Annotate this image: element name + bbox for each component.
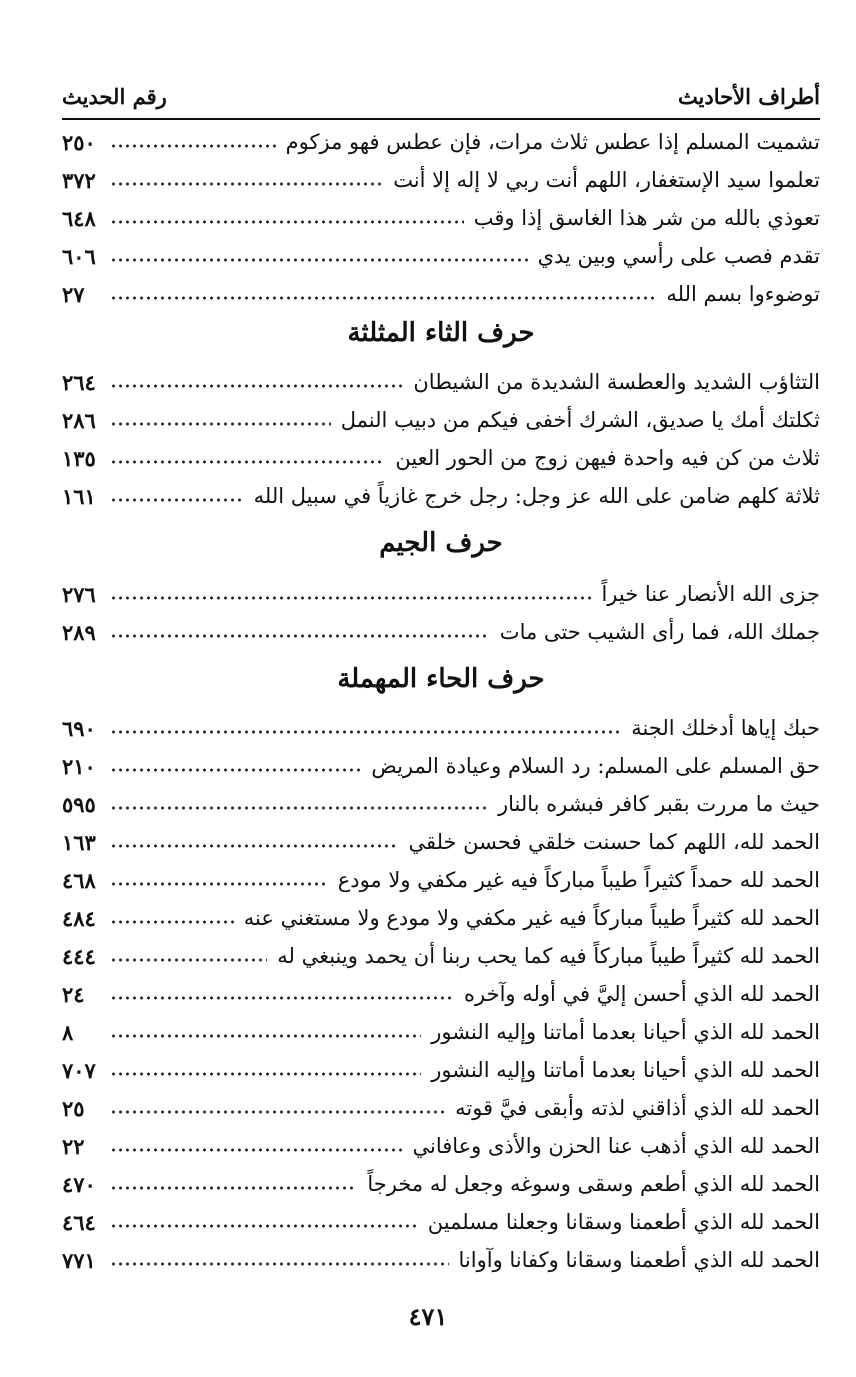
hadith-text: تعوذي بالله من شر هذا الغاسق إذا وقب <box>473 206 820 230</box>
dot-leader <box>110 880 328 888</box>
dot-leader <box>110 994 454 1002</box>
hadith-number: ٢٢ <box>62 1133 85 1159</box>
hadith-text: توضوءوا بسم الله <box>666 282 820 306</box>
hadith-text: الحمد لله الذي أذاقني لذته وأبقى فيَّ قوته <box>455 1096 820 1120</box>
dot-leader <box>110 1184 357 1192</box>
index-entry <box>62 976 820 1012</box>
hadith-number: ٣٧٢ <box>62 167 96 193</box>
header-divider <box>62 118 820 120</box>
hadith-number: ١٣٥ <box>62 445 96 471</box>
dot-leader <box>110 218 464 226</box>
hadith-number: ٤٦٤ <box>62 1209 96 1235</box>
section-heading: حرف الحاء المهملة <box>337 664 545 694</box>
hadith-text: حبك إياها أدخلك الجنة <box>631 716 820 740</box>
index-entry <box>62 748 820 784</box>
hadith-number-label: رقم الحديث <box>62 84 167 109</box>
hadith-number: ٢٨٩ <box>62 619 96 645</box>
index-entry <box>62 162 820 198</box>
index-entry <box>62 900 820 936</box>
dot-leader <box>110 1222 418 1230</box>
index-entry <box>62 824 820 860</box>
page-number: ٤٧١ <box>408 1302 448 1331</box>
hadith-number: ٥٩٥ <box>62 791 96 817</box>
hadith-text: ثلاث من كن فيه واحدة فيهن زوج من الحور العين <box>395 446 820 470</box>
index-entry <box>62 478 820 514</box>
hadith-number: ٢٥٠ <box>62 129 96 155</box>
dot-leader <box>110 496 244 504</box>
index-entry <box>62 1204 820 1240</box>
hadith-number: ٦٤٨ <box>62 205 96 231</box>
hadith-text: تشميت المسلم إذا عطس ثلاث مرات، فإن عطس فهو مزكوم <box>285 130 820 154</box>
dot-leader <box>110 728 621 736</box>
running-title: أطراف الأحاديث <box>677 84 820 109</box>
index-entry <box>62 1242 820 1278</box>
hadith-number: ٧٠٧ <box>62 1057 96 1083</box>
hadith-text: تقدم فصب على رأسي وبين يدي <box>537 244 820 268</box>
hadith-number: ٦٩٠ <box>62 715 96 741</box>
dot-leader <box>110 766 361 774</box>
index-entry <box>62 364 820 400</box>
dot-leader <box>110 842 398 850</box>
index-entry <box>62 1090 820 1126</box>
index-entry <box>62 614 820 650</box>
index-entry <box>62 200 820 236</box>
hadith-text: الحمد لله الذي أطعم وسقى وسوغه وجعل له مخرجاً <box>367 1172 820 1196</box>
hadith-number: ٢٤ <box>62 981 85 1007</box>
index-entry <box>62 1014 820 1050</box>
dot-leader <box>110 256 528 264</box>
dot-leader <box>110 918 234 926</box>
index-entry <box>62 938 820 974</box>
hadith-text: تعلموا سيد الإستغفار، اللهم أنت ربي لا إله إلا أنت <box>393 168 820 192</box>
hadith-text: الحمد لله كثيراً طيباً مباركاً فيه غير مكفي ولا مودع ولا مستغني عنه <box>243 906 820 930</box>
hadith-text: الحمد لله حمداً كثيراً طيباً مباركاً فيه غير مكفي ولا مودع <box>337 868 820 892</box>
hadith-text: الحمد لله الذي أطعمنا وسقانا وكفانا وآوانا <box>458 1248 820 1272</box>
hadith-number: ١٦٣ <box>62 829 96 855</box>
hadith-text: ثكلتك أمك يا صديق، الشرك أخفى فيكم من دبيب النمل <box>340 408 820 432</box>
dot-leader <box>110 804 488 812</box>
dot-leader <box>110 382 403 390</box>
hadith-text: جملك الله، فما رأى الشيب حتى مات <box>499 620 820 644</box>
hadith-number: ١٦١ <box>62 483 96 509</box>
hadith-text: الحمد لله الذي أحيانا بعدما أماتنا وإليه النشور <box>431 1058 820 1082</box>
hadith-text: الحمد لله الذي أطعمنا وسقانا وجعلنا مسلمين <box>427 1210 820 1234</box>
dot-leader <box>110 142 276 150</box>
dot-leader <box>110 294 656 302</box>
hadith-text: الحمد لله كثيراً طيباً مباركاً فيه كما يحب ربنا أن يحمد وينبغي له <box>277 944 820 968</box>
hadith-number: ٢٧ <box>62 281 85 307</box>
hadith-text: الحمد لله الذي أحيانا بعدما أماتنا وإليه النشور <box>431 1020 820 1044</box>
hadith-number: ٧٧١ <box>62 1247 96 1273</box>
dot-leader <box>110 458 385 466</box>
hadith-number: ٤٤٤ <box>62 943 96 969</box>
hadith-text: حيث ما مررت بقبر كافر فبشره بالنار <box>497 792 820 816</box>
hadith-number: ٢٦٤ <box>62 369 96 395</box>
index-entry <box>62 786 820 822</box>
dot-leader <box>110 956 267 964</box>
index-entry <box>62 576 820 612</box>
dot-leader <box>110 180 383 188</box>
index-entry <box>62 862 820 898</box>
index-entry <box>62 402 820 438</box>
dot-leader <box>110 594 591 602</box>
dot-leader <box>110 420 331 428</box>
index-entry <box>62 1052 820 1088</box>
hadith-text: حق المسلم على المسلم: رد السلام وعيادة المريض <box>371 754 820 778</box>
index-entry <box>62 1166 820 1202</box>
hadith-number: ٢٥ <box>62 1095 85 1121</box>
dot-leader <box>110 1260 449 1268</box>
dot-leader <box>110 1032 421 1040</box>
section-heading: حرف الجيم <box>379 528 503 558</box>
hadith-number: ٢١٠ <box>62 753 96 779</box>
dot-leader <box>110 632 490 640</box>
dot-leader <box>110 1146 402 1154</box>
hadith-number: ٨ <box>62 1019 74 1045</box>
index-entry <box>62 710 820 746</box>
index-entry <box>62 440 820 476</box>
hadith-number: ٢٧٦ <box>62 581 96 607</box>
index-entry <box>62 238 820 274</box>
page-header <box>62 78 820 118</box>
hadith-number: ٤٨٤ <box>62 905 96 931</box>
index-entry <box>62 1128 820 1164</box>
index-entry <box>62 276 820 312</box>
section-heading: حرف الثاء المثلثة <box>347 318 535 348</box>
hadith-text: الحمد لله الذي أحسن إليَّ في أوله وآخره <box>464 982 820 1006</box>
dot-leader <box>110 1108 445 1116</box>
hadith-text: ثلاثة كلهم ضامن على الله عز وجل: رجل خرج غازياً في سبيل الله <box>253 484 820 508</box>
hadith-number: ٤٧٠ <box>62 1171 96 1197</box>
hadith-number: ٦٠٦ <box>62 243 96 269</box>
hadith-text: التثاؤب الشديد والعطسة الشديدة من الشيطان <box>413 370 820 394</box>
hadith-number: ٤٦٨ <box>62 867 96 893</box>
index-entry <box>62 124 820 160</box>
hadith-text: الحمد لله، اللهم كما حسنت خلقي فحسن خلقي <box>408 830 820 854</box>
hadith-number: ٢٨٦ <box>62 407 96 433</box>
dot-leader <box>110 1070 421 1078</box>
hadith-text: الحمد لله الذي أذهب عنا الحزن والأذى وعافاني <box>412 1134 820 1158</box>
hadith-text: جزى الله الأنصار عنا خيراً <box>601 582 820 606</box>
